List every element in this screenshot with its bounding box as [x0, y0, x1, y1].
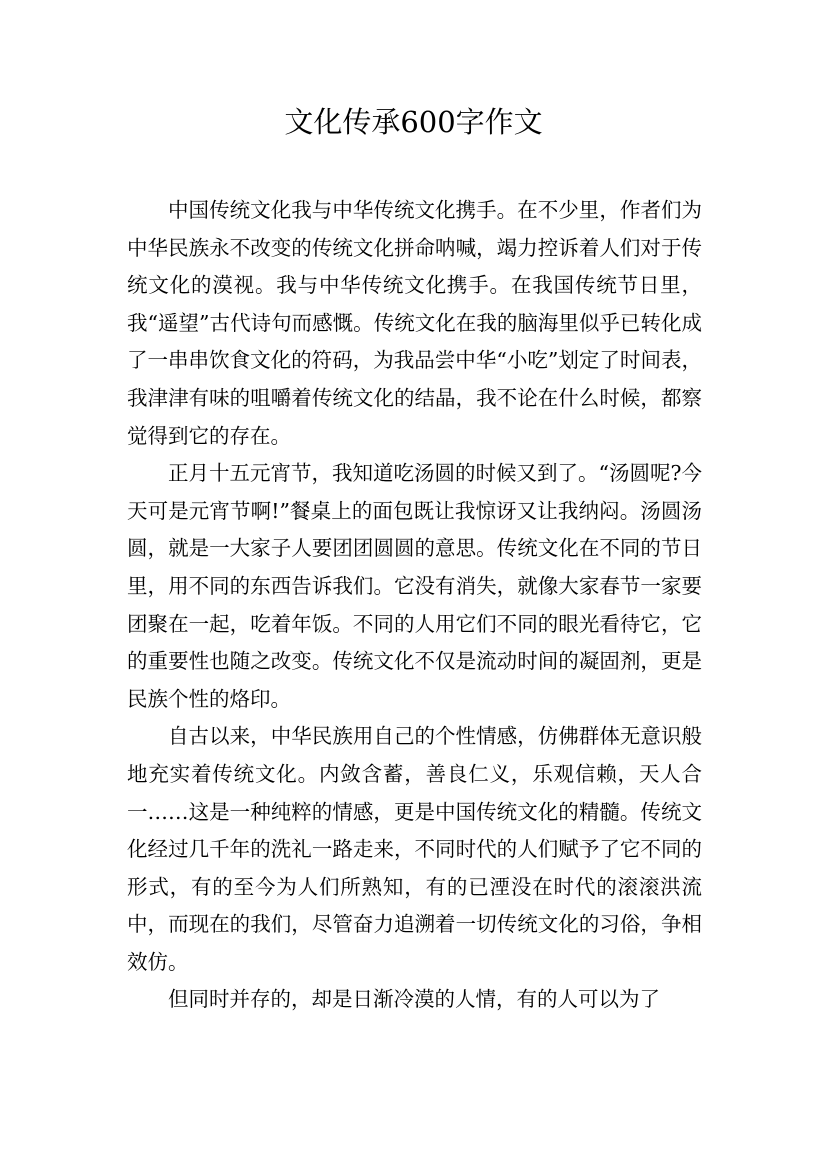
- paragraph: 自古以来，中华民族用自己的个性情感，仿佛群体无意识般地充实着传统文化。内敛含蓄，善良仁义，乐观信赖，天人合一……这是一种纯粹的情感，更是中国传统文化的精髓。传统文化经过几千年的洗礼一路走来，不同时代的人们赋予了它不同的形式，有的至今为人们所熟知，有的已湮没在时代的滚滚洪流中，而现在的我们，尽管奋力追溯着一切传统文化的习俗，争相效仿。: [127, 724, 702, 974]
- page-title: 文化传承600字作文: [284, 105, 543, 139]
- essay-body: [127, 192, 702, 1019]
- paragraph: 中国传统文化我与中华传统文化携手。在不少里，作者们为中华民族永不改变的传统文化拼命呐喊，竭力控诉着人们对于传统文化的漠视。我与中华传统文化携手。在我国传统节日里，我“遥望”古代诗句而感慨。传统文化在我的脑海里似乎已转化成了一串串饮食文化的符码，为我品尝中华“小吃”划定了时间表，我津津有味的咀嚼着传统文化的结晶，我不论在什么时候，都察觉得到它的存在。: [127, 198, 702, 448]
- paragraph: 正月十五元宵节，我知道吃汤圆的时候又到了。“汤圆呢?今天可是元宵节啊!”餐桌上的面包既让我惊讶又让我纳闷。汤圆汤圆，就是一大家子人要团团圆圆的意思。传统文化在不同的节日里，用不同的东西告诉我们。它没有消失，就像大家春节一家要团聚在一起，吃着年饭。不同的人用它们不同的眼光看待它，它的重要性也随之改变。传统文化不仅是流动时间的凝固剂，更是民族个性的烙印。: [127, 461, 702, 711]
- paragraph: 但同时并存的，却是日渐冷漠的人情，有的人可以为了: [168, 987, 660, 1012]
